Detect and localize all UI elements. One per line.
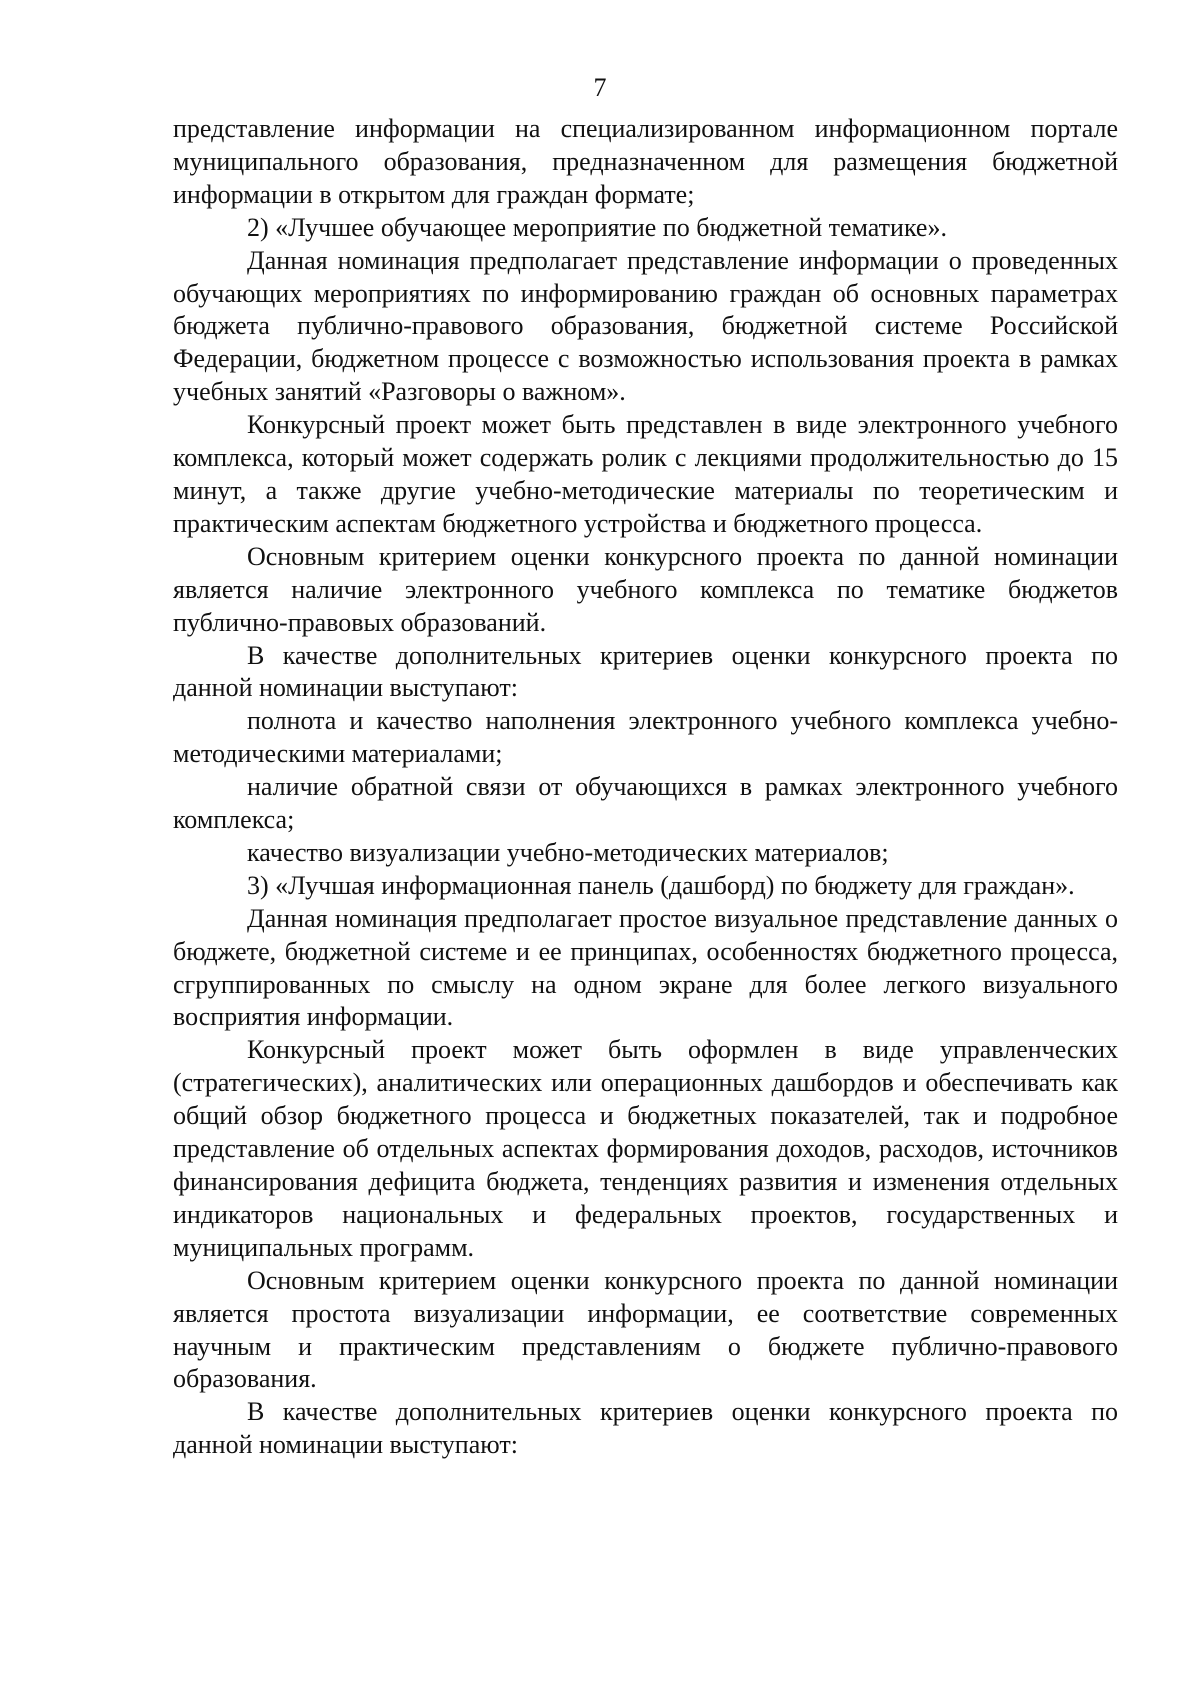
paragraph-nomination-2-title: 2) «Лучшее обучающее мероприятие по бюджетной тематике». [247, 212, 947, 242]
list-item-feedback: наличие обратной связи от обучающихся в рамках электронного учебного комплекса; [173, 772, 1118, 835]
paragraph-nomination-3-title: 3) «Лучшая информационная панель (дашборд) по бюджету для граждан». [247, 870, 1075, 900]
list-item-completeness: полнота и качество наполнения электронного учебного комплекса учебно-методическими материалами; [173, 706, 1118, 769]
page-number: 7 [593, 73, 607, 102]
list-item-visualization-quality: качество визуализации учебно-методических материалов; [247, 837, 889, 867]
document-body [173, 113, 1118, 1462]
paragraph-nomination-2-description: Данная номинация предполагает представление информации о проведенных обучающих мероприятиях по информированию граждан об основных параметрах бюджета публично-правового образования, бюджетной системе Российской Федерации, бюджетном процессе с возможностью использования проекта в рамках учебных занятий «Разговоры о важном». [173, 245, 1118, 407]
paragraph-nomination-2-format: Конкурсный проект может быть представлен в виде электронного учебного комплекса, который может содержать ролик с лекциями продолжительностью до 15 минут, а также другие учебно-методические материалы по теоретическим и практическим аспектам бюджетного устройства и бюджетного процесса. [173, 410, 1118, 538]
paragraph-nomination-2-main-criterion: Основным критерием оценки конкурсного проекта по данной номинации является наличие электронного учебного комплекса по тематике бюджетов публично-правовых образований. [173, 541, 1118, 637]
paragraph-nomination-2-extra-criteria-intro: В качестве дополнительных критериев оценки конкурсного проекта по данной номинации выступают: [173, 640, 1118, 703]
paragraph-nomination-3-description: Данная номинация предполагает простое визуальное представление данных о бюджете, бюджетной системе и ее принципах, особенностях бюджетного процесса, сгруппированных по смыслу на одном экране для более легкого визуального восприятия информации. [173, 903, 1118, 1032]
paragraph-nomination-3-extra-criteria-intro: В качестве дополнительных критериев оценки конкурсного проекта по данной номинации выступают: [173, 1397, 1118, 1460]
paragraph-nomination-3-main-criterion: Основным критерием оценки конкурсного проекта по данной номинации является простота визуализации информации, ее соответствие современных научным и практическим представлениям о бюджете публично-правового образования. [173, 1265, 1118, 1394]
paragraph-portal-continuation: представление информации на специализированном информационном портале муниципального образования, предназначенном для размещения бюджетной информации в открытом для граждан формате; [173, 114, 1118, 209]
paragraph-nomination-3-format: Конкурсный проект может быть оформлен в виде управленческих (стратегических), аналитических или операционных дашбордов и обеспечивать как общий обзор бюджетного процесса и бюджетных показателей, так и подробное представление об отдельных аспектах формирования доходов, расходов, источников финансирования дефицита бюджета, тенденциях развития и изменения отдельных индикаторов национальных и федеральных проектов, государственных и муниципальных программ. [173, 1035, 1118, 1262]
